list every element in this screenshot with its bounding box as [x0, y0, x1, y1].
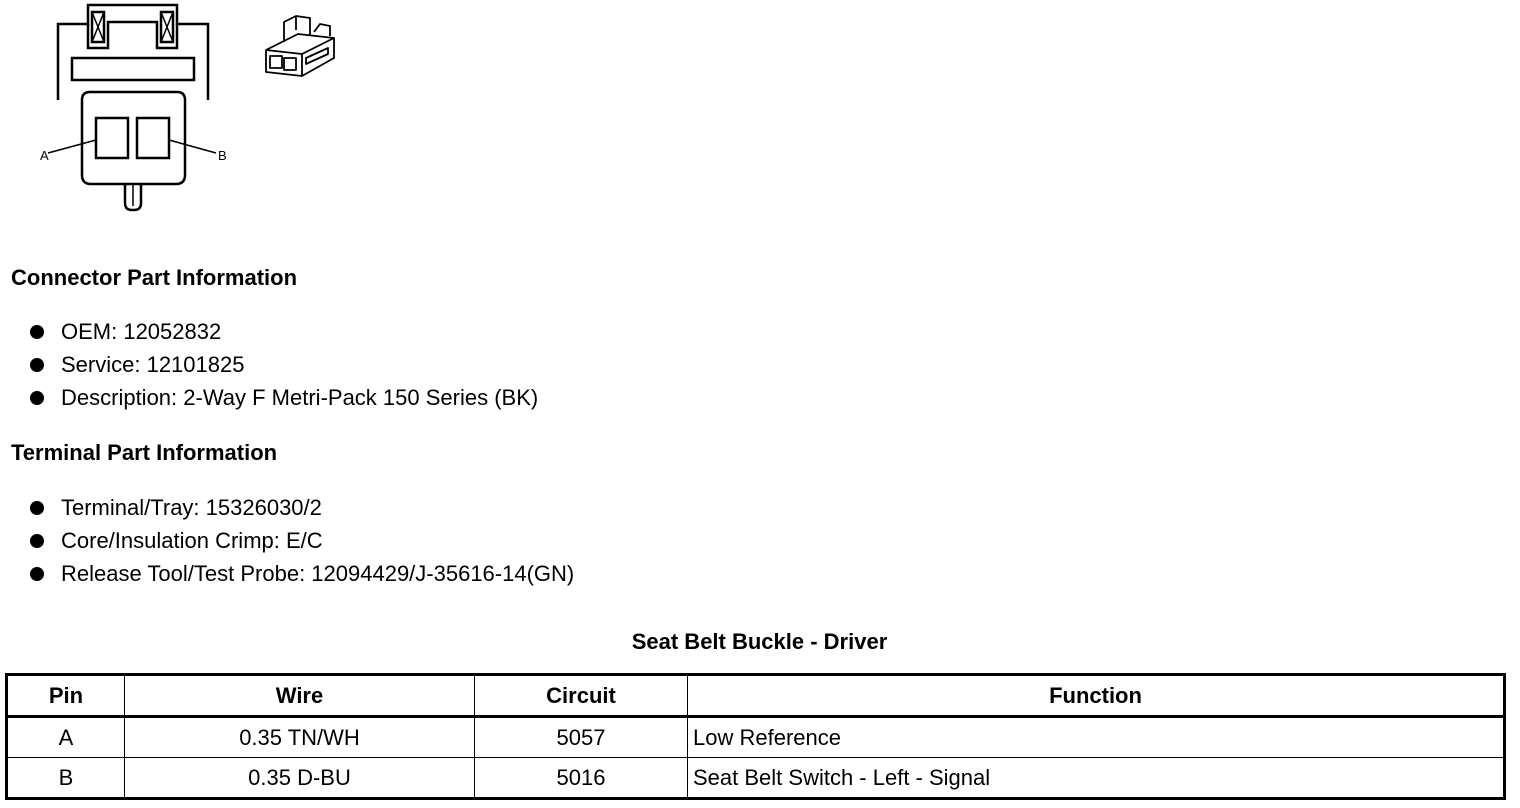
- cell-pin: B: [7, 758, 125, 799]
- bullet-icon: [30, 358, 44, 372]
- list-item-text: Description: 2-Way F Metri-Pack 150 Series (BK): [61, 385, 539, 410]
- table-row: [7, 717, 1505, 758]
- table-row: [7, 758, 1505, 799]
- list-item: [30, 527, 574, 560]
- list-item-text: Core/Insulation Crimp: E/C: [61, 528, 323, 553]
- terminal-part-info-list: [30, 494, 574, 593]
- cell-pin: A: [7, 717, 125, 758]
- connector-face-diagram: [30, 0, 240, 215]
- column-header-function: Function: [688, 675, 1505, 717]
- column-header-wire: Wire: [125, 675, 475, 717]
- list-item: [30, 494, 574, 527]
- pinout-table: [5, 673, 1506, 800]
- list-item-text: Release Tool/Test Probe: 12094429/J-35616-14(GN): [61, 561, 575, 586]
- connector-part-info-list: [30, 318, 538, 417]
- bullet-icon: [30, 501, 44, 515]
- cell-wire: 0.35 D-BU: [125, 758, 475, 799]
- list-item: [30, 560, 574, 593]
- bullet-icon: [30, 325, 44, 339]
- column-header-pin: Pin: [7, 675, 125, 717]
- list-item: [30, 351, 538, 384]
- cell-wire: 0.35 TN/WH: [125, 717, 475, 758]
- list-item: [30, 384, 538, 417]
- connector-isometric-thumbnail: [258, 8, 348, 88]
- pin-label-a: A: [40, 148, 49, 163]
- list-item-text: OEM: 12052832: [61, 319, 222, 344]
- cell-function: Low Reference: [688, 717, 1505, 758]
- bullet-icon: [30, 391, 44, 405]
- connector-part-info-heading: Connector Part Information: [11, 265, 298, 290]
- list-item-text: Service: 12101825: [61, 352, 245, 377]
- cell-circuit: 5057: [475, 717, 688, 758]
- terminal-part-info-heading: Terminal Part Information: [11, 440, 278, 465]
- bullet-icon: [30, 534, 44, 548]
- table-header-row: [7, 675, 1505, 717]
- table-title: Seat Belt Buckle - Driver: [631, 629, 888, 654]
- column-header-circuit: Circuit: [475, 675, 688, 717]
- cell-circuit: 5016: [475, 758, 688, 799]
- cell-function: Seat Belt Switch - Left - Signal: [688, 758, 1505, 799]
- bullet-icon: [30, 567, 44, 581]
- pin-label-b: B: [218, 148, 227, 163]
- list-item-text: Terminal/Tray: 15326030/2: [61, 495, 322, 520]
- list-item: [30, 318, 538, 351]
